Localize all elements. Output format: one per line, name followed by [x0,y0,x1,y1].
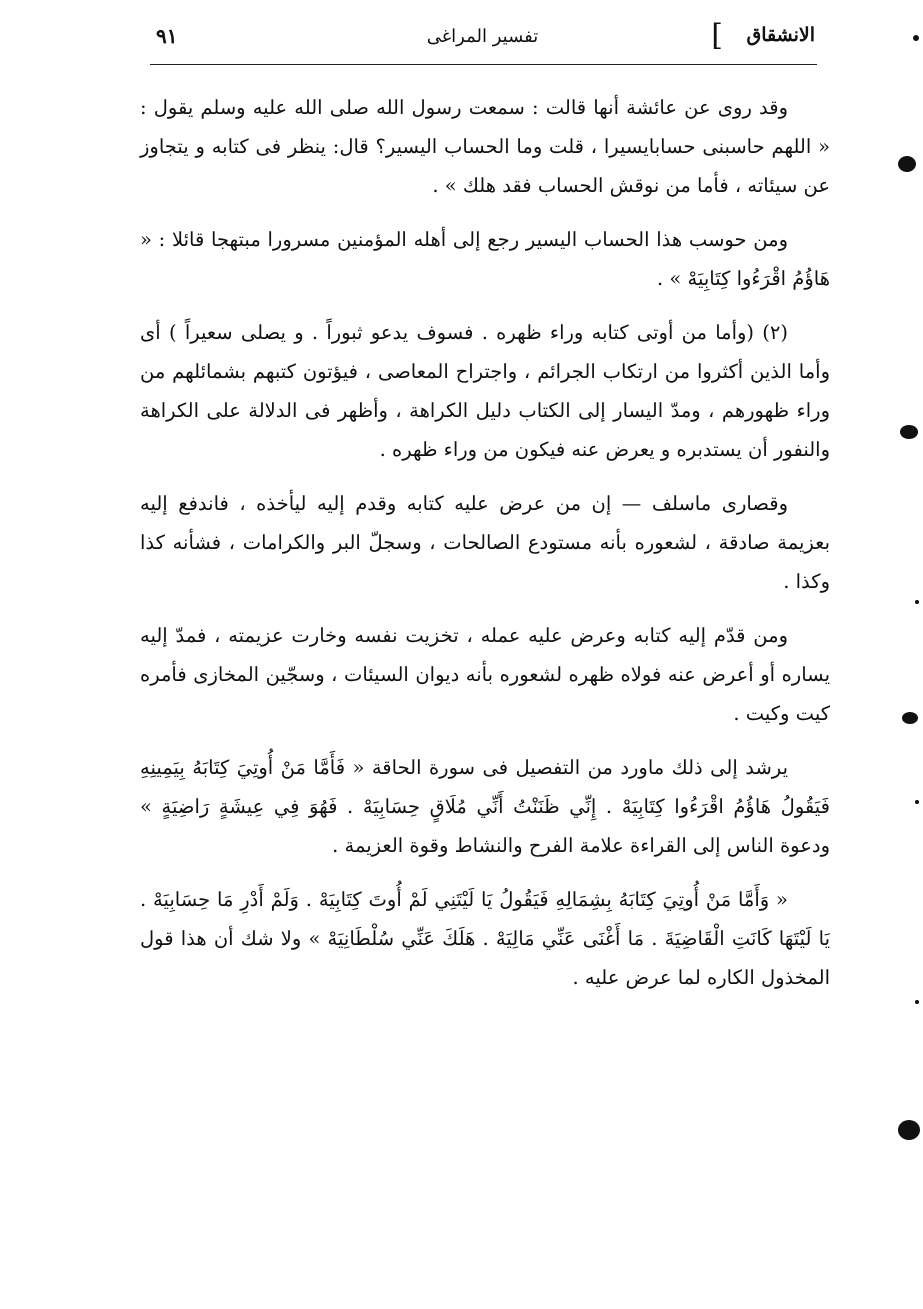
surah-name: الانشقاق [746,24,815,46]
scan-blot [902,712,918,724]
scan-blot [913,35,919,41]
scan-blot [898,1120,920,1140]
scan-blot [900,425,918,439]
paragraph: وقد روى عن عائشة أنها قالت : سمعت رسول الله صلى الله عليه وسلم يقول : « اللهم حاسبنى حسابايسيرا ، قلت وما الحساب اليسير؟ قال: ينظر فى كتابه و يتجاوز عن سيئاته ، فأما من نوقش الحساب فقد هلك » . [140,96,830,197]
paragraph: يرشد إلى ذلك ماورد من التفصيل فى سورة الحاقة « فَأَمَّا مَنْ أُوتِيَ كِتَابَهُ بِيَمِينِهِ فَيَقُولُ هَاؤُمُ اقْرَءُوا كِتَابِيَهْ . إِنِّي ظَنَنْتُ أَنِّي مُلَاقٍ حِسَابِيَهْ . فَهُوَ فِي عِيشَةٍ رَاضِيَةٍ » ودعوة الناس إلى القراءة علامة الفرح والنشاط وقوة العزيمة . [140,756,830,857]
scan-blot [898,156,916,172]
paragraph: وقصارى ماسلف — إن من عرض عليه كتابه وقدم إليه ليأخذه ، فاندفع إليه بعزيمة صادقة ، لشعوره بأنه مستودع الصالحات ، وسجلّ البر والكرامات ، فشأنه كذا وكذا . [140,492,830,593]
paragraph: ومن حوسب هذا الحساب اليسير رجع إلى أهله المؤمنين مسرورا مبتهجا قائلا : « هَاؤُمُ اقْرَءُوا كِتَابِيَهْ » . [140,228,830,290]
page-number: ٩١ [156,24,178,48]
header-rule [150,64,817,65]
body-text [140,88,830,1012]
header-bracket: ] [711,18,723,53]
scan-blot [915,1000,919,1004]
paragraph: « وَأَمَّا مَنْ أُوتِيَ كِتَابَهُ بِشِمَالِهِ فَيَقُولُ يَا لَيْتَنِي لَمْ أُوتَ كِتَابِيَهْ . وَلَمْ أَدْرِ مَا حِسَابِيَهْ . يَا لَيْتَهَا كَانَتِ الْقَاضِيَةَ . مَا أَغْنَى عَنِّي مَالِيَهْ . هَلَكَ عَنِّي سُلْطَانِيَهْ » ولا شك أن هذا قول المخذول الكاره لما عرض عليه . [140,888,830,989]
scan-blot [915,600,919,604]
paragraph: (٢) (وأما من أوتى كتابه وراء ظهره . فسوف يدعو ثبوراً . و يصلى سعيراً ) أى وأما الذين أكثروا من ارتكاب الجرائم ، واجتراح المعاصى ، فيؤتون كتبهم بشمائلهم من وراء ظهورهم ، ومدّ اليسار إلى الكتاب دليل الكراهة ، وأظهر فى الدلالة على الكراهة والنفور أن يستدبره و يعرض عنه فيكون من وراء ظهره . [140,321,830,461]
book-title: تفسير المراغى [426,26,539,47]
page-header [150,18,815,62]
scan-blot [915,800,919,804]
paragraph: ومن قدّم إليه كتابه وعرض عليه عمله ، تخزيت نفسه وخارت عزيمته ، فمدّ إليه يساره أو أعرض عنه فولاه ظهره لشعوره بأنه ديوان السيئات ، وسجّين المخازى فأمره كيت وكيت . [140,624,830,725]
